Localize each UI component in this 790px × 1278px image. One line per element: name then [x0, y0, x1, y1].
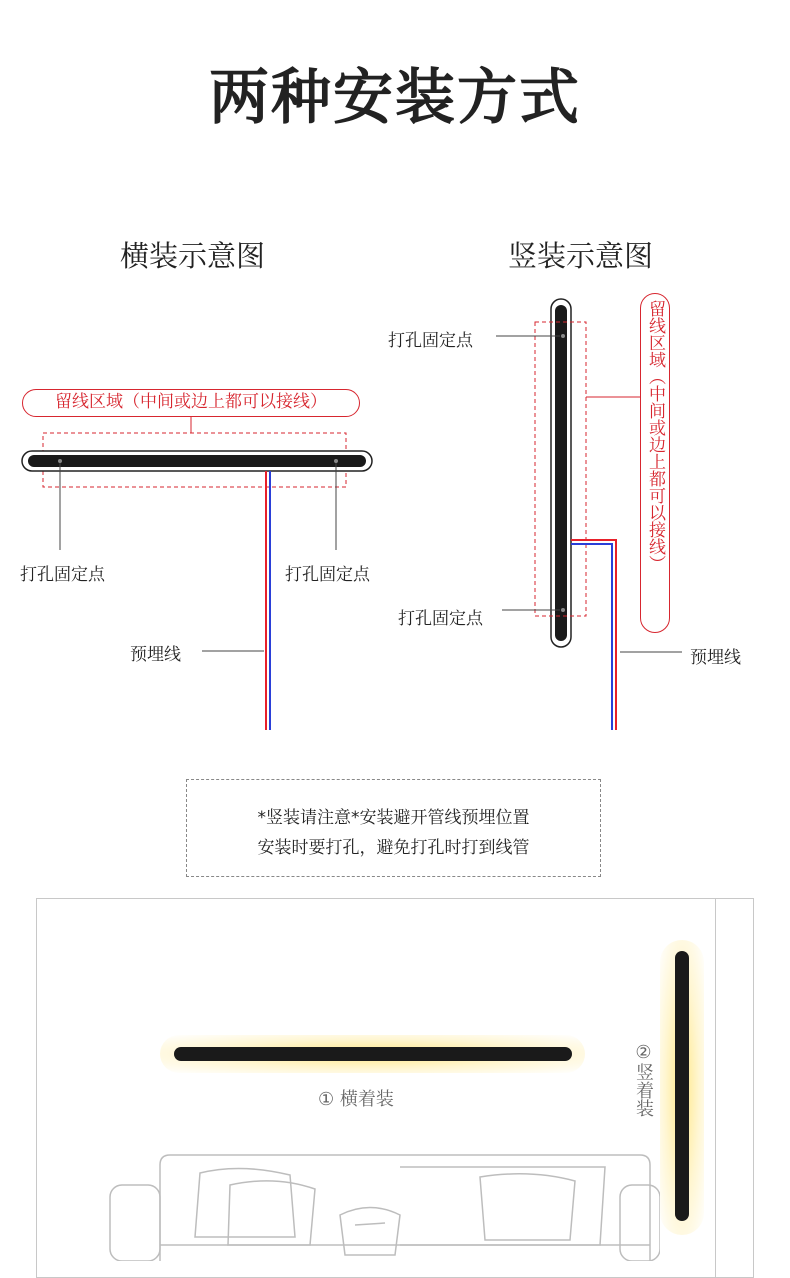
vertical-fix-point-top-label: 打孔固定点: [388, 331, 473, 351]
installation-note-line-1: *竖装请注意*安装避开管线预埋位置: [257, 808, 530, 828]
sofa-illustration: [100, 1145, 660, 1261]
vertical-wire-zone-label: 留线区域（中间或边上都可以接线）: [645, 300, 665, 572]
horizontal-wire-label: 预埋线: [130, 645, 181, 665]
vertical-installed-lamp: [675, 951, 689, 1221]
vertical-wire-red: [571, 540, 616, 730]
installation-note-box: [186, 779, 601, 877]
horizontal-wire-zone-label: 留线区域（中间或边上都可以接线）: [55, 392, 327, 412]
horizontal-fix-point-left-dot: [58, 459, 62, 463]
room-wall-corner: [715, 898, 716, 1278]
vertical-fix-point-top-dot: [561, 334, 565, 338]
vertical-fix-point-bottom-dot: [561, 608, 565, 612]
horizontal-lamp-bar: [28, 455, 366, 467]
horizontal-fix-point-left-label: 打孔固定点: [20, 565, 105, 585]
horizontal-section-title: 横装示意图: [120, 239, 266, 273]
vertical-install-caption: ②竖着装: [633, 1042, 654, 1117]
horizontal-fix-point-right-dot: [334, 459, 338, 463]
vertical-wire-label: 预埋线: [690, 648, 741, 668]
installation-note-line-2: 安装时要打孔，避免打孔时打到线管: [257, 838, 530, 858]
horizontal-installed-lamp: [174, 1047, 572, 1061]
vertical-lamp-bar: [555, 305, 567, 641]
page-title: 两种安装方式: [209, 63, 581, 133]
vertical-fix-point-bottom-label: 打孔固定点: [398, 609, 483, 629]
horizontal-install-caption: ① 横着装: [318, 1089, 394, 1110]
vertical-wire-blue: [571, 544, 612, 730]
horizontal-fix-point-right-label: 打孔固定点: [285, 565, 370, 585]
vertical-section-title: 竖装示意图: [508, 239, 654, 273]
